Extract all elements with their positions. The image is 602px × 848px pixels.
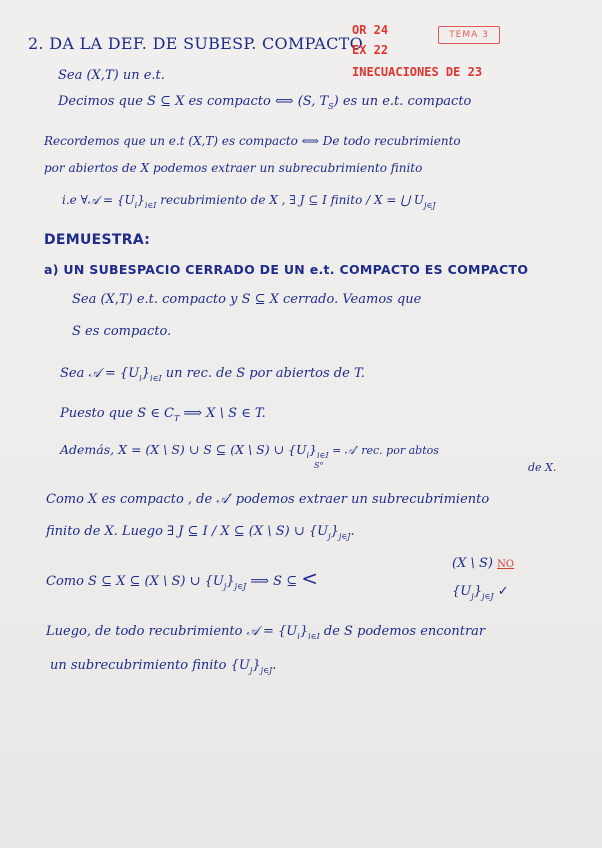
proof-line-10-c: . <box>272 658 277 673</box>
topic-stamp: TEMA 3 <box>438 26 500 44</box>
proof-line-3-b: } <box>141 366 151 381</box>
line-4: por abiertos de X podemos extraer un subrecubrimiento finito <box>44 161 423 175</box>
option-1-no: NO <box>497 559 515 570</box>
proof-line-9-a: Luego, de todo recubrimiento 𝒜 = {U <box>46 624 298 639</box>
proof-line-5-sub: i <box>306 451 310 460</box>
proof-line-9-sub: i <box>297 632 300 641</box>
option-1 <box>452 556 514 573</box>
proof-line-10-sub: j <box>249 666 253 675</box>
proof-line-8-sub2: j∈J <box>234 582 247 591</box>
proof-line-9 <box>46 624 485 641</box>
line-5-sub3: j∈J <box>423 201 436 210</box>
proof-line-4-a: Puesto que S ∈ C <box>60 406 174 421</box>
proof-line-7-a: finito de X. Luego ∃ J ⊆ I / X ⊆ (X \ S) ∪ {U <box>46 524 329 539</box>
proof-line-5-c: = 𝒜′ rec. por abtos <box>328 444 439 457</box>
proof-line-5-sup: S° <box>314 461 324 470</box>
proof-line-8-a: Como S ⊆ X ⊆ (X \ S) ∪ {U <box>46 574 224 589</box>
proof-line-10-a: un subrecubrimiento finito {U <box>50 658 250 673</box>
proof-line-7-sub2: j∈J <box>338 532 351 541</box>
proof-line-5-b: } <box>309 442 317 457</box>
proof-line-3-a: Sea 𝒜 = {U <box>60 366 140 381</box>
proof-line-8-c: ⟹ S ⊆ <box>246 574 302 589</box>
check-icon: ✓ <box>497 584 509 599</box>
proof-line-9-b: } <box>299 624 309 639</box>
option-1-text: (X \ S) <box>452 556 493 571</box>
option-2-a: {U <box>452 584 472 599</box>
proof-line-7-c: . <box>350 524 355 539</box>
proof-line-10-b: } <box>252 658 261 673</box>
line-5-a: i.e ∀𝒜 = {U <box>62 193 135 207</box>
line-2-text: Decimos que S ⊆ X es compacto ⟺ (S, T <box>58 94 329 109</box>
line-2-end: ) es un e.t. compacto <box>333 94 472 109</box>
proof-line-3-sub: i <box>139 374 142 383</box>
line-1: Sea (X,T) un e.t. <box>58 68 165 83</box>
proof-line-8-b: } <box>226 574 235 589</box>
red-note-1: OR 24 <box>352 23 389 37</box>
proof-line-8-sub: j <box>223 582 227 591</box>
proof-line-7 <box>46 524 355 541</box>
proof-line-4 <box>60 406 266 423</box>
line-2-sub: S <box>328 102 334 111</box>
proof-line-9-c: de S podemos encontrar <box>319 624 486 639</box>
proof-line-5 <box>60 442 439 460</box>
proof-line-5-d: de X. <box>528 461 557 474</box>
page-title: 2. DA LA DEF. DE SUBESP. COMPACTO <box>28 34 364 53</box>
proof-line-8 <box>46 566 318 591</box>
proof-line-10-sub2: j∈J <box>260 666 273 675</box>
proof-line-3-c: un rec. de S por abiertos de T. <box>161 366 365 381</box>
case-brace: < <box>301 566 318 590</box>
line-5-sub: i <box>134 201 138 210</box>
proof-line-7-b: } <box>330 524 339 539</box>
line-5 <box>62 192 436 210</box>
line-2 <box>58 94 471 111</box>
option-2-sub: j <box>471 592 474 601</box>
proof-line-3 <box>60 366 365 383</box>
line-5-sub2: i∈I <box>144 201 157 210</box>
proof-line-7-sub: j <box>328 532 331 541</box>
proof-line-9-sub2: i∈I <box>308 632 320 641</box>
line-3: Recordemos que un e.t (X,T) es compacto ⟺ De todo recubrimiento <box>44 134 461 148</box>
proof-line-4-sub: T <box>173 414 180 423</box>
proof-line-5-a: Además, X = (X \ S) ∪ S ⊆ (X \ S) ∪ {U <box>60 442 307 457</box>
option-2 <box>452 584 509 601</box>
proof-line-10 <box>50 658 276 675</box>
red-note-2: EX 22 <box>352 43 389 57</box>
red-note-3: INECUACIONES DE 23 <box>352 65 483 79</box>
demuestra-heading: DEMUESTRA: <box>44 232 151 248</box>
option-2-sub2: j∈J <box>482 592 494 601</box>
proof-line-3-sub2: i∈I <box>150 374 162 383</box>
line-5-c: recubrimiento de X , ∃ J ⊆ I finito / X = ⋃ U <box>156 193 424 207</box>
option-2-b: } <box>473 584 482 599</box>
proof-line-6: Como X es compacto , de 𝒜′ podemos extraer un subrecubrimiento <box>46 492 490 507</box>
line-5-b: } <box>137 193 145 207</box>
proof-line-5-sub2: i∈I <box>317 451 329 460</box>
proof-line-2: S es compacto. <box>72 324 172 339</box>
proof-line-1: Sea (X,T) e.t. compacto y S ⊆ X cerrado. Veamos que <box>72 292 422 307</box>
proof-line-4-c: ⟹ X \ S ∈ T. <box>179 406 266 421</box>
part-a-title: a) UN SUBESPACIO CERRADO DE UN e.t. COMPACTO ES COMPACTO <box>44 262 529 277</box>
